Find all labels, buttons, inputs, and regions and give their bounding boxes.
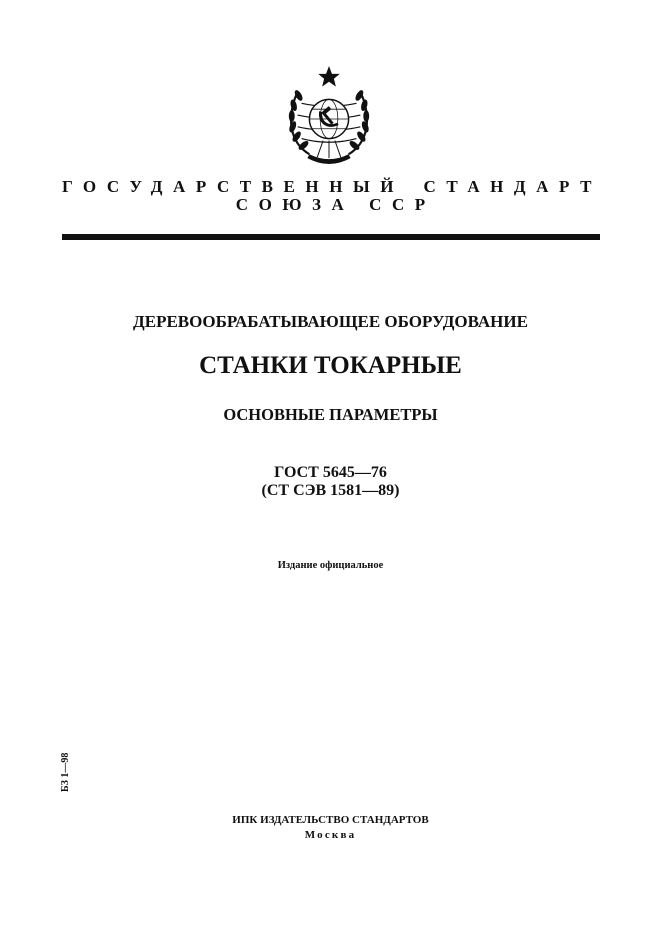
side-code: БЗ 1—98 xyxy=(60,752,71,792)
header-union xyxy=(0,194,661,216)
header-word-state: ГОСУДАРСТВЕННЫЙ xyxy=(62,177,404,196)
document-title: СТАНКИ ТОКАРНЫЕ xyxy=(199,352,462,379)
publisher-name: ИПК ИЗДАТЕЛЬСТВО СТАНДАРТОВ xyxy=(232,814,429,826)
standard-number: ГОСТ 5645—76 xyxy=(274,464,387,481)
header-word-standard: СТАНДАРТ xyxy=(423,177,602,196)
sev-number: (СТ СЭВ 1581—89) xyxy=(261,482,400,499)
header-rule xyxy=(62,234,600,240)
document-subtitle: ОСНОВНЫЕ ПАРАМЕТРЫ xyxy=(223,405,438,424)
header-union-text: СОЮЗА ССР xyxy=(235,195,436,214)
edition-note: Издание официальное xyxy=(277,560,384,571)
publisher-city xyxy=(0,829,661,841)
document-category: ДЕРЕВООБРАБАТЫВАЮЩЕЕ ОБОРУДОВАНИЕ xyxy=(133,312,528,331)
ussr-emblem-icon xyxy=(280,64,378,172)
publisher-city-text: Москва xyxy=(304,829,357,841)
